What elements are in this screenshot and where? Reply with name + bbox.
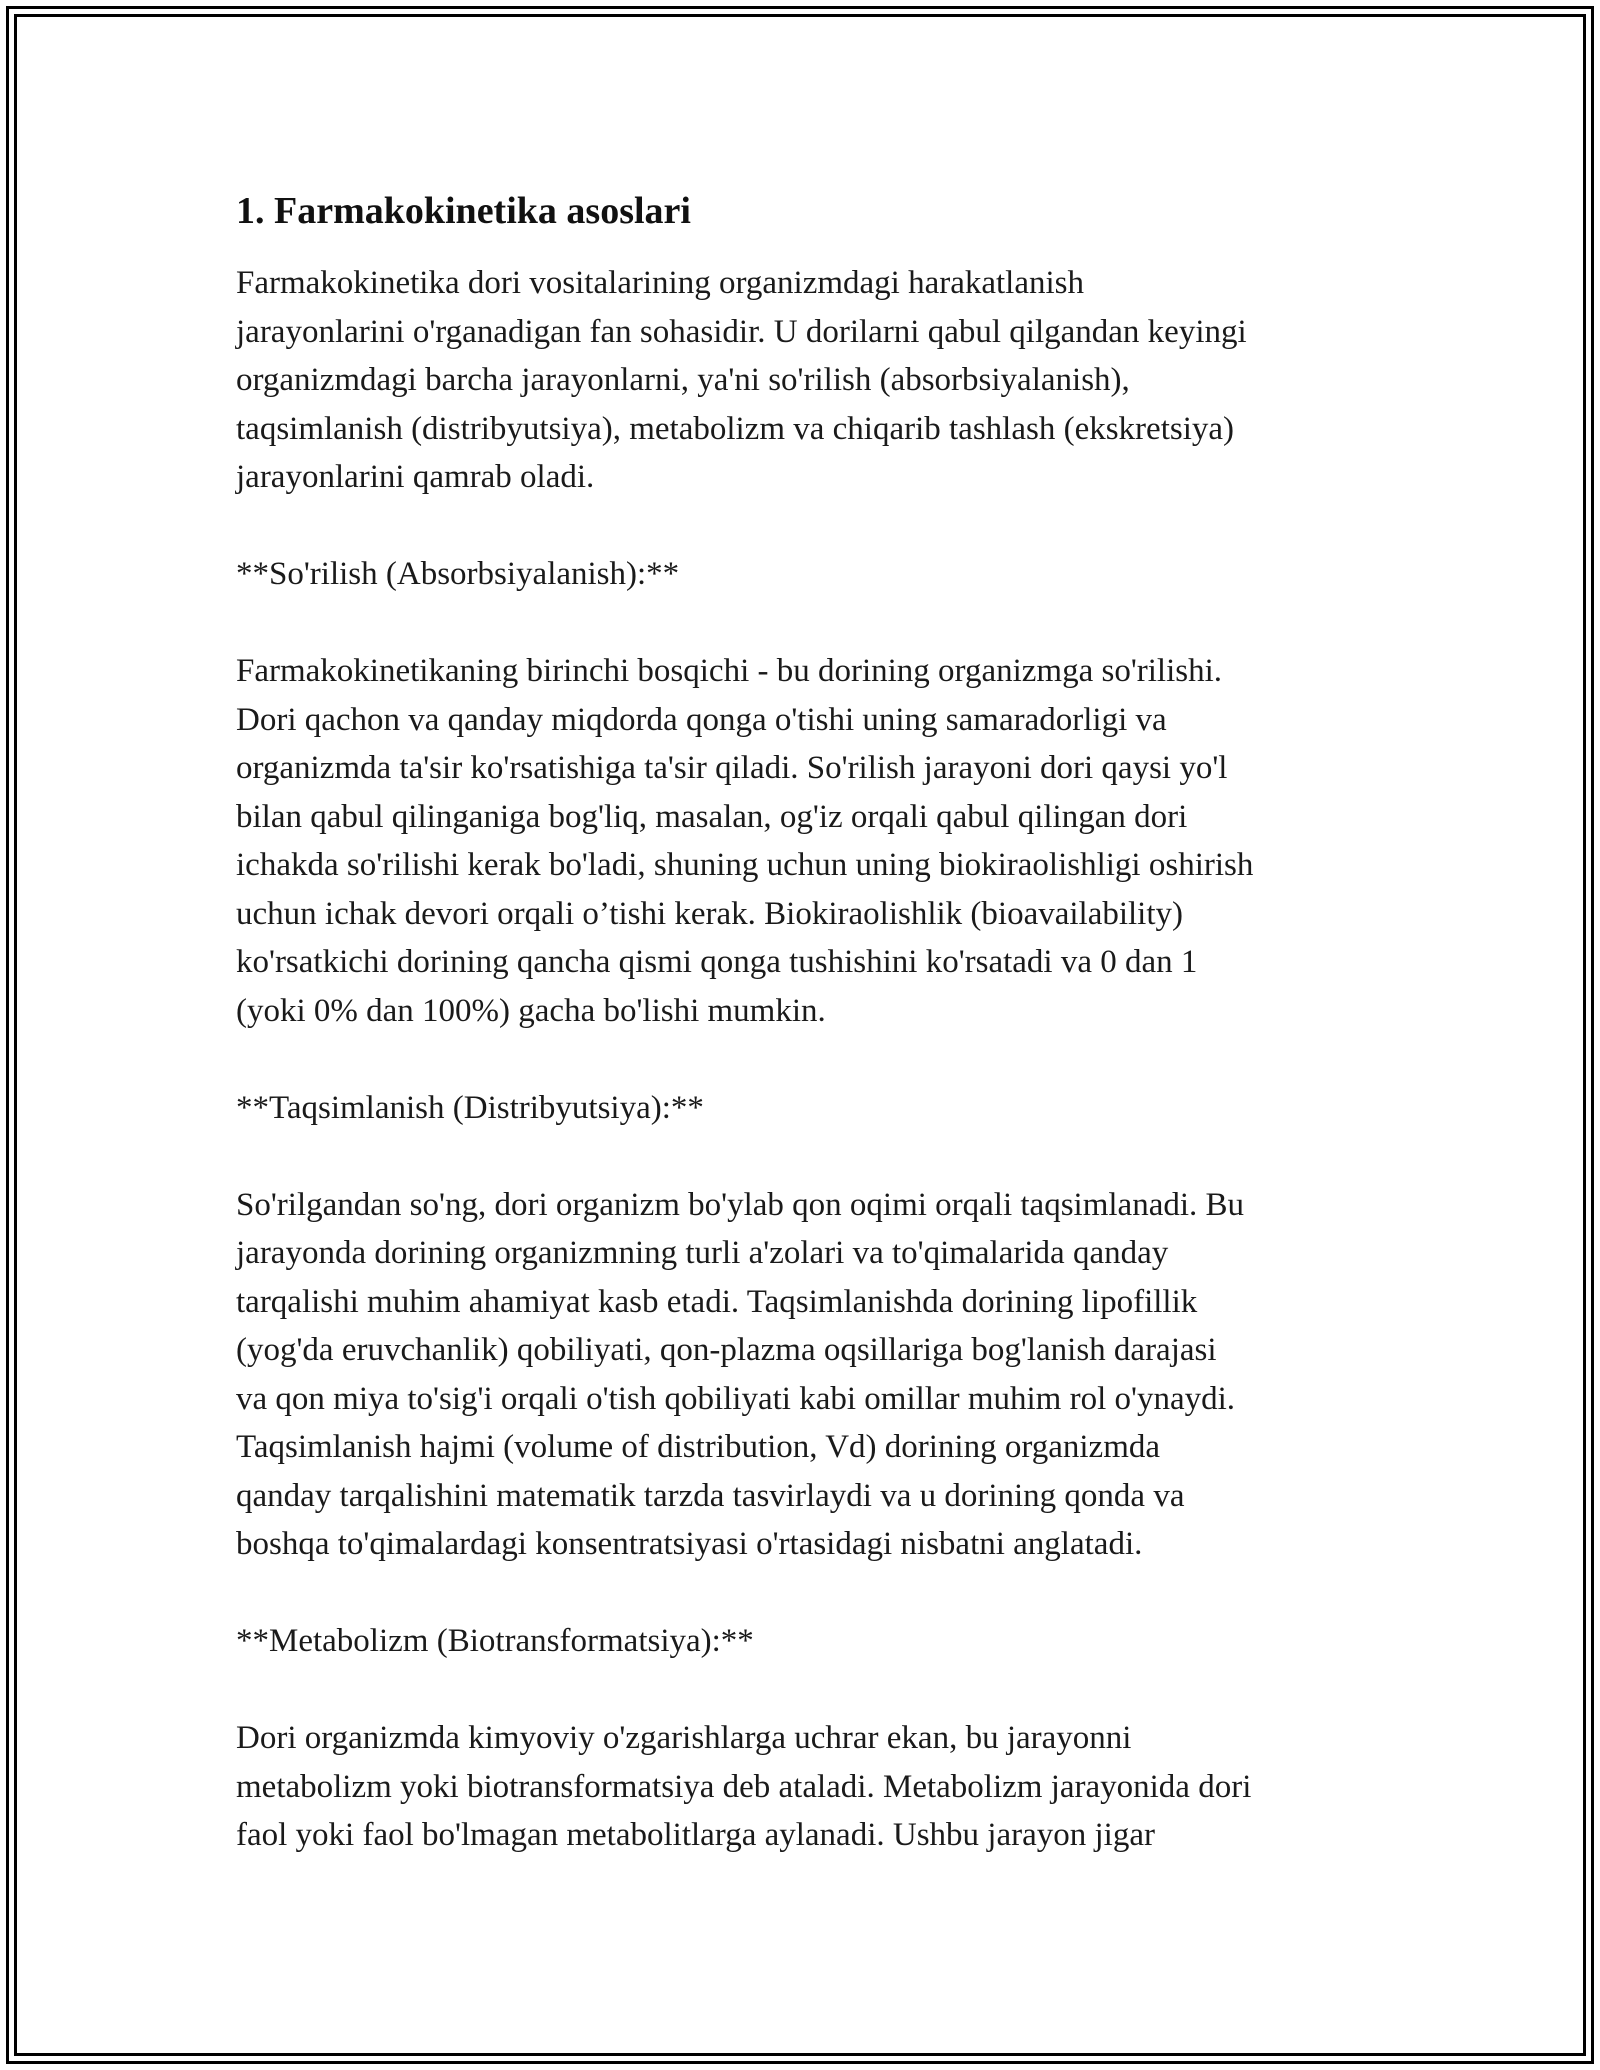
- document-title: 1. Farmakokinetika asoslari: [236, 190, 691, 232]
- section-heading-absorption: **So'rilish (Absorbsiyalanish):**: [236, 556, 680, 592]
- section-heading-distribution: **Taqsimlanish (Distribyutsiya):**: [236, 1089, 704, 1126]
- section-heading-metabolism: **Metabolizm (Biotransformatsiya):**: [236, 1623, 754, 1659]
- intro-paragraph: Farmakokinetika dori vositalarining organizmdagi harakatlanish jarayonlarini o'rganadigan fan sohasidir. U dorilarni qabul qilgandan keyingi organizmdagi barcha jarayonlarni, ya'ni so'rilish (absorbsiyalanish), taqsimlanish (distribyutsiya), metabolizm va chiqarib tashlash (ekskretsiya) jarayonlarini qamrab oladi.: [236, 265, 1247, 495]
- document-body: [236, 185, 1396, 1908]
- section-body-distribution: So'rilgandan so'ng, dori organizm bo'ylab qon oqimi orqali taqsimlanadi. Bu jarayonda dorining organizmning turli a'zolari va to'qimalarida qanday tarqalishi muhim ahamiyat kasb etadi. Taqsimlanishda dorining lipofillik (yog'da eruvchanlik) qobiliyati, qon-plazma oqsillariga bog'lanish darajasi va qon miya to'sig'i orqali o'tish qobiliyati kabi omillar muhim rol o'ynaydi. Taqsimlanish hajmi (volume of distribution, Vd) dorining organizmda qanday tarqalishini matematik tarzda tasvirlaydi va u dorining qonda va boshqa to'qimalardagi konsentratsiyasi o'rtasidagi nisbatni anglatadi.: [236, 1186, 1245, 1562]
- section-body-absorption: Farmakokinetikaning birinchi bosqichi - bu dorining organizmga so'rilishi. Dori qachon va qanday miqdorda qonga o'tishi uning samaradorligi va organizmda ta'sir ko'rsatishiga ta'sir qiladi. So'rilish jarayoni dori qaysi yo'l bilan qabul qilinganiga bog'liq, masalan, og'iz orqali qabul qilingan dori ichakda so'rilishi kerak bo'ladi, shuning uchun uning biokiraolishligi oshirish uchun ichak devori orqali o’tishi kerak. Biokiraolishlik (bioavailability) ko'rsatkichi dorining qancha qismi qonga tushishini ko'rsatadi va 0 dan 1 (yoki 0% dan 100%) gacha bo'lishi mumkin.: [236, 653, 1254, 1029]
- section-body-metabolism: Dori organizmda kimyoviy o'zgarishlarga uchrar ekan, bu jarayonni metabolizm yoki biotransformatsiya deb ataladi. Metabolizm jarayonida dori faol yoki faol bo'lmagan metabolitlarga aylanadi. Ushbu jarayon jigar: [236, 1720, 1252, 1853]
